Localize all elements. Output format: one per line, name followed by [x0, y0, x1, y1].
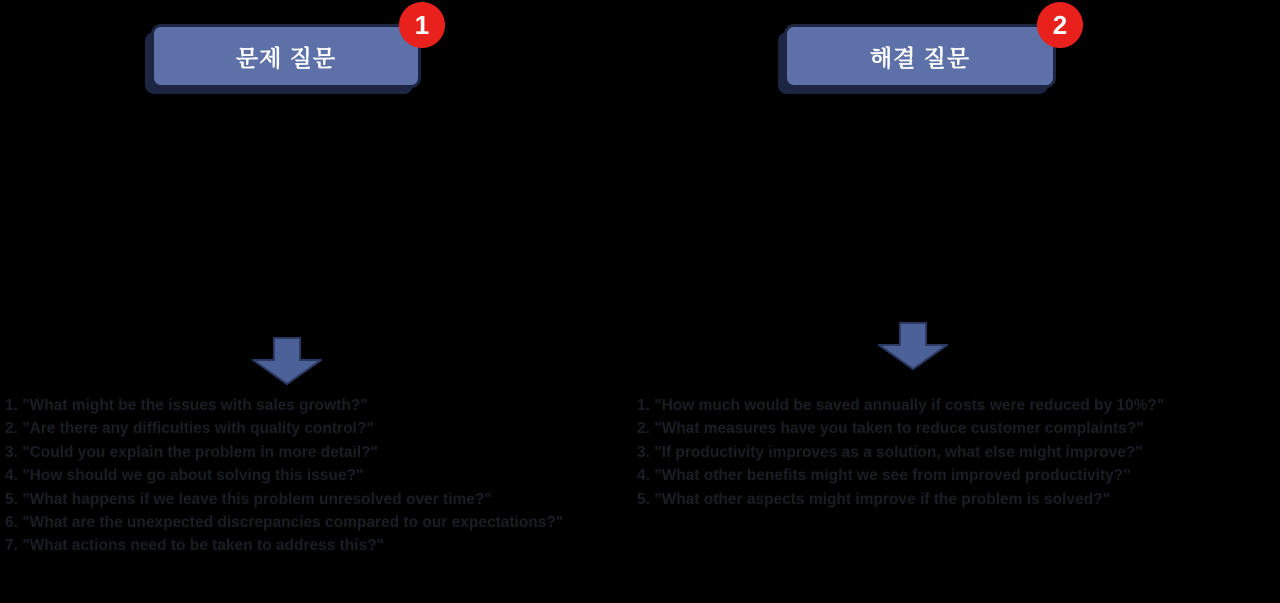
solution-badge-number: 2 — [1052, 9, 1068, 40]
question-item: 2. "Are there any difficulties with quality control?" — [5, 420, 374, 438]
solution-header-box — [784, 24, 1056, 88]
solution-header-label: 해결 질문 — [869, 44, 971, 71]
problem-header-box — [151, 24, 421, 88]
problem-number-badge — [399, 2, 445, 48]
solution-question-list — [637, 394, 1237, 511]
down-arrow-icon — [251, 336, 323, 386]
question-item: 5. "What happens if we leave this problem unresolved over time?" — [5, 490, 492, 508]
question-item: 4. "What other benefits might we see from improved productivity?" — [637, 467, 1131, 485]
problem-header-label: 문제 질문 — [235, 44, 337, 71]
question-item: 7. "What actions need to be taken to address this?" — [5, 537, 385, 555]
question-item: 4. "How should we go about solving this issue?" — [5, 467, 364, 485]
question-item: 1. "How much would be saved annually if costs were reduced by 10%?" — [637, 397, 1165, 414]
question-item: 6. "What are the unexpected discrepancies compared to our expectations?" — [5, 514, 564, 532]
down-arrow-icon — [877, 321, 949, 371]
problem-question-list — [5, 394, 597, 558]
solution-number-badge — [1037, 2, 1083, 48]
question-item: 2. "What measures have you taken to reduce customer complaints?" — [637, 420, 1144, 438]
question-item: 3. "If productivity improves as a solution, what else might improve?" — [637, 443, 1143, 461]
question-item: 3. "Could you explain the problem in more detail?" — [5, 443, 378, 461]
problem-badge-number: 1 — [414, 9, 430, 40]
question-item: 1. "What might be the issues with sales growth?" — [5, 397, 368, 414]
question-item: 5. "What other aspects might improve if the problem is solved?" — [637, 490, 1110, 508]
